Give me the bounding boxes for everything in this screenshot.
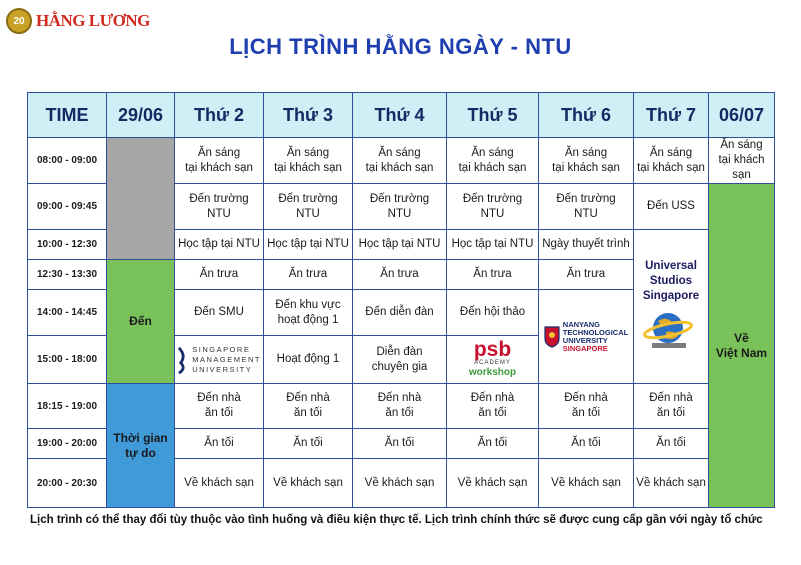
col-2906: 29/06 [107,93,175,138]
schedule-table [27,92,775,508]
smu-name: SINGAPORE MANAGEMENT UNIVERSITY [192,344,261,374]
schedule-cell: Về khách sạn [539,459,634,508]
col-thu3: Thứ 3 [264,93,353,138]
psb-logo-cell [447,336,539,384]
schedule-cell: Ăn sáng tại khách sạn [175,138,264,184]
schedule-cell: Đến nhà ăn tối [175,384,264,429]
schedule-cell: Đến hội thảo [447,290,539,336]
schedule-cell: Ăn tối [447,429,539,459]
time-cell: 09:00 - 09:45 [28,184,107,230]
schedule-cell: Ăn sáng tại khách sạn [539,138,634,184]
schedule-cell: Ăn sáng tại khách sạn [353,138,447,184]
ntu-name: NANYANG TECHNOLOGICAL UNIVERSITY [562,319,629,345]
col-thu7: Thứ 7 [634,93,709,138]
time-cell: 14:00 - 14:45 [28,290,107,336]
time-cell: 19:00 - 20:00 [28,429,107,459]
psb-name: psb [473,338,512,361]
ntu-logo [541,321,631,353]
schedule-cell: Đến trường NTU [264,184,353,230]
table-row [28,384,775,429]
schedule-cell: Về khách sạn [447,459,539,508]
time-cell: 12:30 - 13:30 [28,260,107,290]
ntu-logo-cell [539,290,634,384]
schedule-cell: Đến trường NTU [447,184,539,230]
schedule-cell: Đến trường NTU [353,184,447,230]
col-thu6: Thứ 6 [539,93,634,138]
header-row [28,93,775,138]
col-thu4: Thứ 4 [353,93,447,138]
col-thu2: Thứ 2 [175,93,264,138]
schedule-cell: Ăn tối [264,429,353,459]
psb-logo [449,340,536,379]
schedule-cell: Đến trường NTU [175,184,264,230]
time-cell: 18:15 - 19:00 [28,384,107,429]
arrival-empty-cell [107,138,175,260]
to-uss-cell: Đến USS [634,184,709,230]
smu-logo [177,345,261,375]
smu-emblem-icon [177,345,188,375]
schedule-cell: Học tập tại NTU [264,230,353,260]
schedule-cell: Ăn tối [353,429,447,459]
uss-cell [634,230,709,384]
schedule-cell: Học tập tại NTU [447,230,539,260]
free-time-cell: Thời gian tự do [107,384,175,508]
footer-note: Lịch trình có thể thay đổi tùy thuộc vào tình huống và điều kiện thực tế. Lịch trình chính thức sẽ được cung cấp gần với ngày tổ chức [30,514,763,526]
uss-globe-icon [642,310,700,350]
schedule-cell: Đến SMU [175,290,264,336]
schedule-cell: Ăn trưa [447,260,539,290]
schedule-cell: Đến khu vực hoạt động 1 [264,290,353,336]
schedule-cell: Hoạt động 1 [264,336,353,384]
schedule-cell: Đến nhà ăn tối [353,384,447,429]
schedule-cell: Ăn sáng tại khách sạn [447,138,539,184]
schedule-cell: Đến diễn đàn [353,290,447,336]
anniversary-badge: 20 [6,8,32,34]
schedule-cell: Về khách sạn [264,459,353,508]
schedule-cell: Ăn sáng tại khách sạn [264,138,353,184]
time-cell: 08:00 - 09:00 [28,138,107,184]
time-cell: 20:00 - 20:30 [28,459,107,508]
presentation-day-cell: Ngày thuyết trình [539,230,634,260]
psb-sub: ACADEMY [474,360,511,366]
page-title: LỊCH TRÌNH HẰNG NGÀY - NTU [229,34,572,59]
schedule-cell: Đến trường NTU [539,184,634,230]
schedule-cell: Học tập tại NTU [175,230,264,260]
time-cell: 10:00 - 12:30 [28,230,107,260]
ntu-country: SINGAPORE [562,343,608,353]
schedule-cell: Ăn tối [634,429,709,459]
schedule-cell: Về khách sạn [634,459,709,508]
schedule-cell: Diễn đàn chuyên gia [353,336,447,384]
col-thu5: Thứ 5 [447,93,539,138]
schedule-cell: Đến nhà ăn tối [634,384,709,429]
schedule-cell: Đến nhà ăn tối [447,384,539,429]
schedule-cell: Ăn trưa [264,260,353,290]
schedule-cell: Học tập tại NTU [353,230,447,260]
schedule-cell: Ăn trưa [539,260,634,290]
return-vietnam-cell: Về Việt Nam [709,184,775,508]
schedule-cell: Ăn sáng tại khách sạn [634,138,709,184]
schedule-cell: Ăn trưa [353,260,447,290]
schedule-cell: Về khách sạn [175,459,264,508]
uss-label: Universal Studios Singapore [642,259,700,302]
col-0607: 06/07 [709,93,775,138]
brand-name: HẰNG LƯƠNG [36,11,150,30]
brand-logo [6,8,150,34]
table-row [28,138,775,184]
ntu-crest-icon [544,326,560,348]
schedule-cell: Ăn tối [175,429,264,459]
time-cell: 15:00 - 18:00 [28,336,107,384]
col-time: TIME [28,93,107,138]
schedule-cell: Về khách sạn [353,459,447,508]
smu-logo-cell [175,336,264,384]
arrive-cell: Đến [107,260,175,384]
schedule-cell: Ăn trưa [175,260,264,290]
schedule-cell: Đến nhà ăn tối [264,384,353,429]
schedule-cell: Đến nhà ăn tối [539,384,634,429]
psb-workshop: workshop [468,367,517,378]
last-day-breakfast: Ăn sáng tại khách sạn [709,138,775,184]
schedule-cell: Ăn tối [539,429,634,459]
